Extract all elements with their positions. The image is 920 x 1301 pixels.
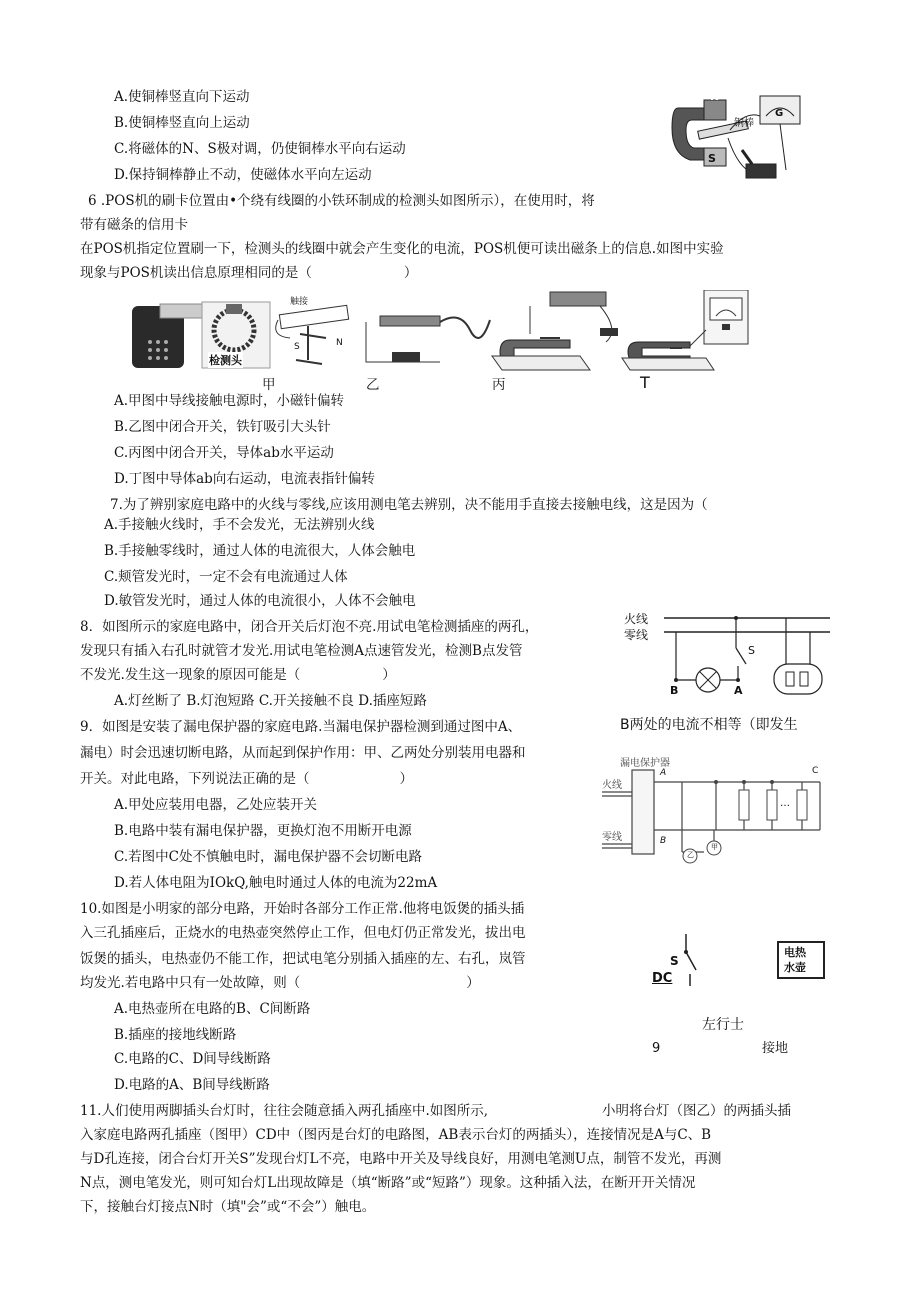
q11-stem-line4: N点，测电笔发光，则可知台灯L出现故障是（填“断路”或“短路”）现象。这种插入法，在断开开关情况 [80, 1175, 696, 1191]
q9-stem-line3 [80, 770, 413, 788]
q10-option-b: B.插座的接地线断路 [114, 1027, 237, 1043]
q9-circuit-diagram [602, 752, 830, 872]
q9-yi-label: 乙 [687, 851, 694, 859]
q9-option-c: C.若图中C处不慎触电时，漏电保护器不会切断电路 [114, 849, 422, 865]
q6-stem-text: 现象与POS机读出信息原理相同的是（ [80, 265, 312, 281]
q9-option-d: D.若人体电阻为IOkQ,触电时通过人体的电流为22mA [114, 875, 438, 891]
q8-stem-line1: 8．如图所示的家庭电路中，闭合开关后灯泡不亮.用试电笔检测插座的两孔， [80, 619, 539, 635]
q10-option-c: C.电路的C、D间导线断路 [114, 1051, 271, 1067]
q6-stem-line2: 带有磁条的信用卡 [80, 217, 188, 233]
q9-c-label: C [812, 766, 819, 776]
q6-n-label: N [336, 338, 343, 348]
q6-figure-strip [130, 290, 770, 374]
q10-stem-text: 均发光.若电路中只有一处故障，则（ [80, 975, 301, 991]
q10-option-a: A.电热壶所在电路的B、C间断路 [114, 1001, 311, 1017]
q7-option-c: C.颊管发光时，一定不会有电流通过人体 [104, 569, 348, 585]
q9-b-label: B [660, 836, 667, 846]
q8-circuit-diagram [624, 608, 830, 702]
q5-option-a: A.使铜棒竖直向下运动 [114, 89, 250, 105]
q10-stem-line1: 10.如图是小明家的部分电路，开始时各部分工作正常.他将电饭煲的插头插 [80, 901, 525, 917]
q9-dots: … [780, 798, 790, 809]
q10-circuit-figure [650, 930, 830, 1000]
q9-live-label: 火线 [602, 780, 622, 791]
q10-stem-line3: 饭煲的插头，电热壶仍不能工作，把试电笔分别插入插座的左、右孔，岚管 [80, 951, 526, 967]
q5-magnet-figure [668, 78, 810, 190]
q6-caption-ding: T [640, 373, 650, 392]
q5-option-d: D.保持铜棒静止不动，使磁体水平向左运动 [114, 167, 372, 183]
q8-options: A.灯丝断了 B.灯泡短路 C.开关接触不良 D.插座短路 [114, 693, 427, 709]
q5-s-label: S [708, 152, 716, 165]
q8-stem-line3 [80, 666, 396, 684]
q10-stem-line2: 入三孔插座后，正烧水的电热壶突然停止工作，但电灯仍正常发光，拔出电 [80, 925, 526, 941]
q6-stem-line1: 6 .POS机的刷卡位置由•个绕有线圈的小铁环制成的检测头如图所示），在使用时，将 [88, 193, 595, 209]
q8-a-label: A [734, 684, 743, 697]
q5-g-label: G [775, 108, 784, 119]
q7-stem: 7.为了辨别家庭电路中的火线与零线,应该用测电笔去辨别，决不能用手直接去接触电线，这是因为（ [110, 497, 708, 513]
q8-circuit-figure [624, 608, 830, 702]
q9-stem-text: 开关。对此电路，下列说法正确的是（ [80, 771, 310, 787]
q10-ground-label: 接地 [762, 1041, 789, 1056]
q10-caption: 左行士 [702, 1017, 744, 1033]
q7-option-d: D.敏管发光时，通过人体的电流很小，人体不会触电 [104, 593, 416, 609]
q7-option-a: A.手接触火线时，手不会发光，无法辨别火线 [104, 517, 375, 533]
q5-n-label: N [710, 90, 720, 103]
q10-s-label: S [670, 954, 679, 968]
q6-option-c: C.丙图中闭合开关，导体ab水平运动 [114, 445, 334, 461]
q8-s-label: S [748, 644, 755, 657]
q9-jia-label: 甲 [711, 843, 718, 851]
q9-option-a: A.甲处应装用电器，乙处应装开关 [114, 797, 318, 813]
q6-option-a: A.甲图中导线接触电源时，小磁针偏转 [114, 393, 345, 409]
magnet-rod-diagram [668, 78, 810, 190]
q6-caption-yi: 乙 [366, 377, 380, 393]
q10-close-paren: ） [466, 975, 480, 991]
q6-option-b: B.乙图中闭合开关，铁钉吸引大头针 [114, 419, 331, 435]
q6-touch-label: 触接 [290, 297, 309, 307]
q6-caption-bing: 丙 [492, 377, 506, 393]
q11-stem-line2: 入家庭电路两孔插座（图甲）CD中（图丙是台灯的电路图，AB表示台灯的两插头），连接情况是A与C、B [80, 1127, 712, 1143]
q6-stem-line4 [80, 264, 417, 282]
q8-live-label: 火线 [624, 612, 649, 626]
q5-rod-label: 铜棒 [734, 118, 754, 129]
q6-option-d: D.丁图中导体ab向右运动，电流表指针偏转 [114, 471, 375, 487]
q8-b-label: B [670, 684, 679, 697]
q10-option-d: D.电路的A、B间导线断路 [114, 1077, 270, 1093]
q9-stem-line2: 漏电）时会迅速切断电路，从而起到保护作用：甲、乙两处分别装用电器和 [80, 745, 526, 761]
q8-neutral-label: 零线 [624, 628, 649, 642]
q9-a-label: A [660, 768, 667, 778]
q11-stem-line5: 下，接触台灯接点N时（填"会”或“不会”）触电。 [80, 1199, 376, 1215]
q11-stem-line1-right: 小明将台灯（图乙）的两插头插 [602, 1103, 791, 1119]
q6-stem-line3: 在POS机指定位置刷一下，检测头的线圈中就会产生变化的电流，POS机便可读出磁条上的信息.如图中实验 [80, 241, 724, 257]
q8-close-paren: ） [382, 667, 396, 683]
q9-option-b: B.电路中装有漏电保护器，更换灯泡不用断开电源 [114, 823, 412, 839]
q7-option-b: B.手接触零线时，通过人体的电流很大，人体会触电 [104, 543, 416, 559]
q10-kettle-label-2: 水壶 [784, 961, 806, 974]
q9-stem-line1-right: B两处的电流不相等（即发生 [620, 717, 798, 733]
q9-circuit-figure [602, 752, 830, 872]
q9-stem-line1: 9．如图是安装了漏电保护器的家庭电路.当漏电保护器检测到通过图中A、 [80, 719, 522, 735]
q10-stem-line4 [80, 974, 480, 992]
q10-nine-label: 9 [652, 1041, 661, 1056]
q11-stem-line3: 与D孔连接，闭合台灯开关S”发现台灯L不亮，电路中开关及导线良好，用测电笔测U点，制管不发光，再测 [80, 1151, 722, 1167]
q8-stem-text: 不发光.发生这一现象的原因可能是（ [80, 667, 301, 683]
q9-neutral-label: 零线 [602, 832, 622, 843]
q5-option-c: C.将磁体的N、S极对调，仍使铜棒水平向右运动 [114, 141, 406, 157]
q11-stem-line1-left: 11.人们使用两脚插头台灯时，往往会随意插入两孔插座中.如图所示, [80, 1103, 489, 1119]
q10-dc-label: DC [652, 971, 673, 986]
q5-option-b: B.使铜棒竖直向上运动 [114, 115, 250, 131]
q6-s-label: S [294, 342, 300, 352]
q9-close-paren: ） [399, 771, 413, 787]
q9-breaker-label: 漏电保护器 [620, 758, 670, 769]
q6-caption-jia: 甲 [262, 377, 276, 393]
q6-close-paren: ） [403, 265, 418, 281]
q10-kettle-label-1: 电热 [784, 946, 806, 959]
q8-stem-line2: 发现只有插入右孔时就管才发光.用试电笔检测A点速管发光，检测B点发管 [80, 643, 523, 659]
q6-head-label: 检测头 [209, 354, 242, 367]
